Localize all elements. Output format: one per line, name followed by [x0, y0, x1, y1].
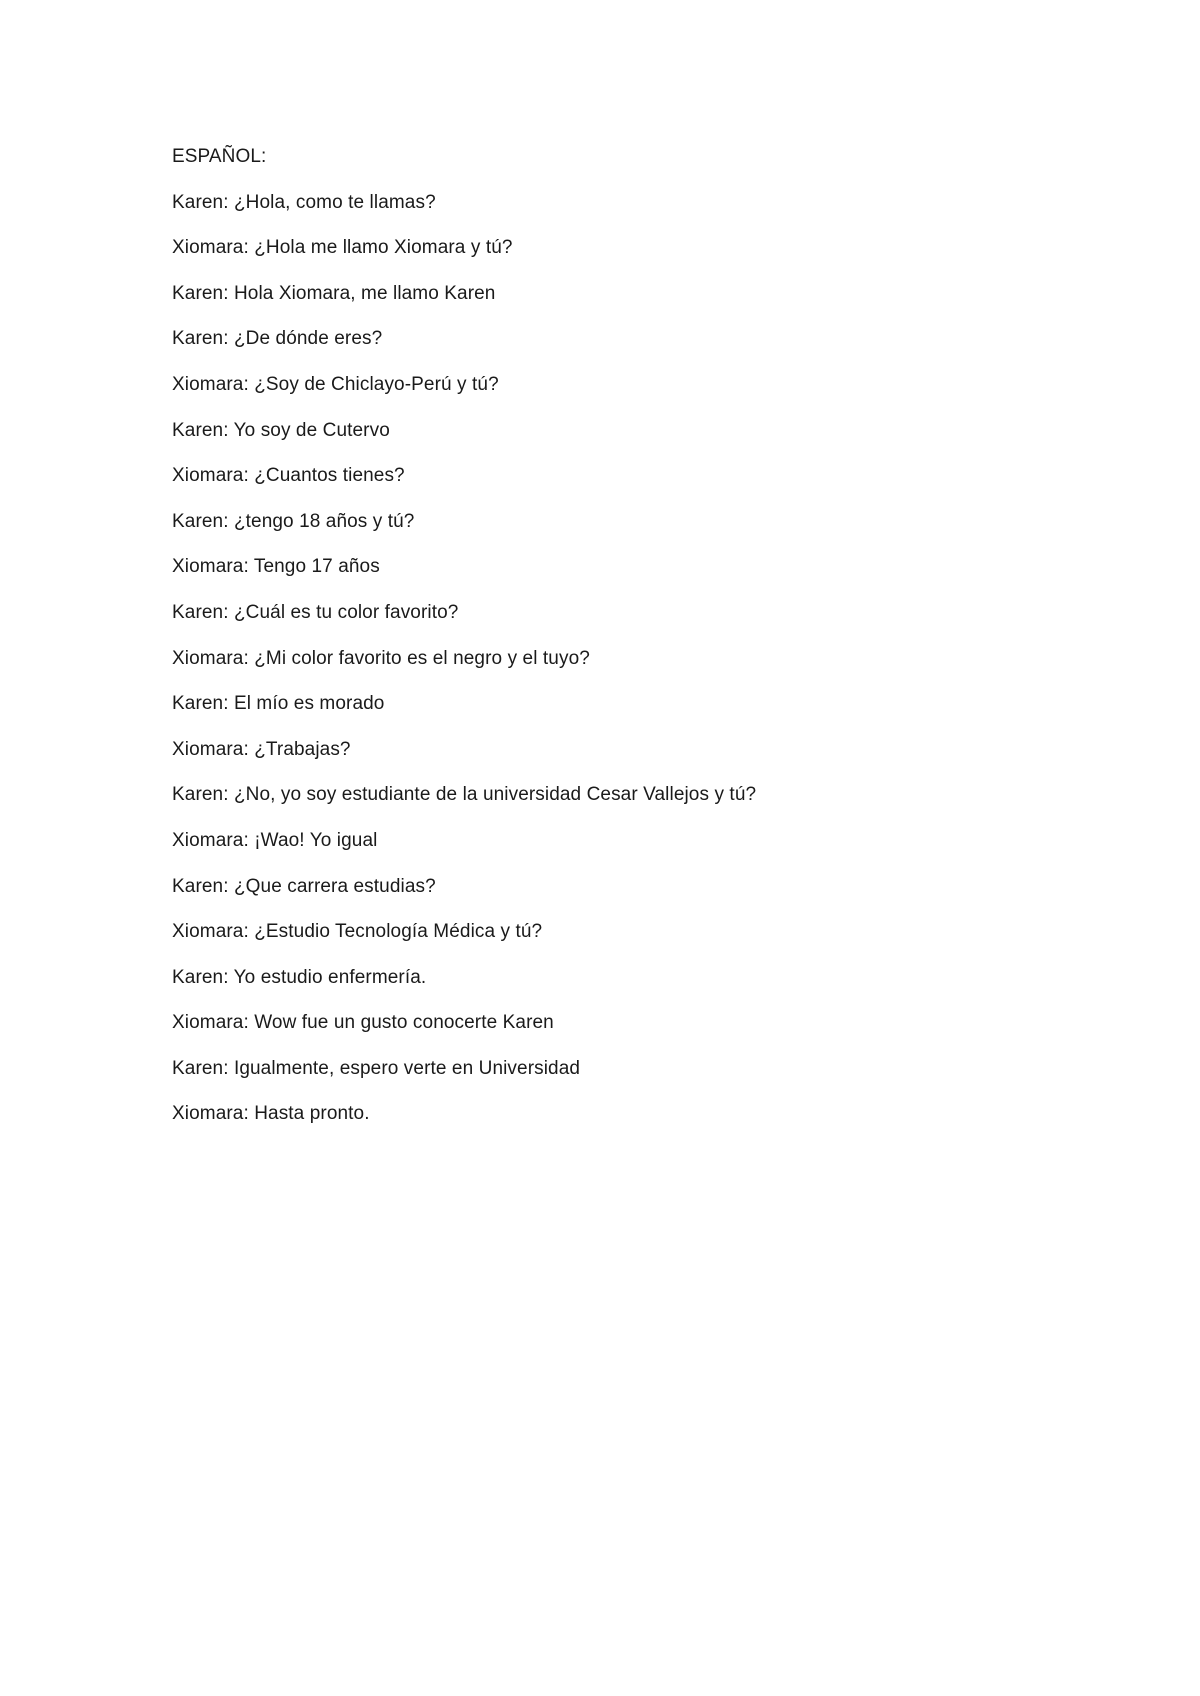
dialogue-line: Karen: Yo estudio enfermería. — [172, 966, 427, 988]
dialogue-line: Karen: Igualmente, espero verte en Universidad — [172, 1057, 581, 1079]
dialogue-line: Xiomara: ¿Cuantos tienes? — [172, 465, 405, 487]
dialogue-line: Xiomara: ¿Soy de Chiclayo-Perú y tú? — [172, 373, 499, 395]
dialogue-line: Xiomara: ¿Hola me llamo Xiomara y tú? — [172, 237, 513, 259]
dialogue-line: Xiomara: Hasta pronto. — [172, 1103, 370, 1125]
dialogue-line: Xiomara: ¿Estudio Tecnología Médica y tú? — [172, 921, 543, 943]
dialogue-text — [172, 142, 1072, 1145]
dialogue-line: Xiomara: ¿Mi color favorito es el negro y el tuyo? — [172, 647, 590, 669]
dialogue-line: Karen: Hola Xiomara, me llamo Karen — [172, 282, 496, 304]
dialogue-line: Karen: ¿De dónde eres? — [172, 328, 383, 350]
dialogue-line: Xiomara: ¿Trabajas? — [172, 738, 351, 760]
dialogue-line: Karen: ¿Cuál es tu color favorito? — [172, 601, 459, 623]
dialogue-line: Xiomara: ¡Wao! Yo igual — [172, 829, 378, 851]
dialogue-line: Karen: Yo soy de Cutervo — [172, 419, 390, 441]
dialogue-line: Karen: El mío es morado — [172, 693, 385, 715]
document-heading: ESPAÑOL: — [172, 146, 267, 167]
dialogue-line: Karen: ¿Hola, como te llamas? — [172, 191, 436, 213]
dialogue-line: Karen: ¿tengo 18 años y tú? — [172, 510, 415, 532]
dialogue-line: Xiomara: Tengo 17 años — [172, 556, 380, 578]
dialogue-line: Karen: ¿No, yo soy estudiante de la universidad Cesar Vallejos y tú? — [172, 784, 757, 806]
dialogue-line: Xiomara: Wow fue un gusto conocerte Karen — [172, 1012, 554, 1034]
dialogue-line: Karen: ¿Que carrera estudias? — [172, 875, 436, 897]
